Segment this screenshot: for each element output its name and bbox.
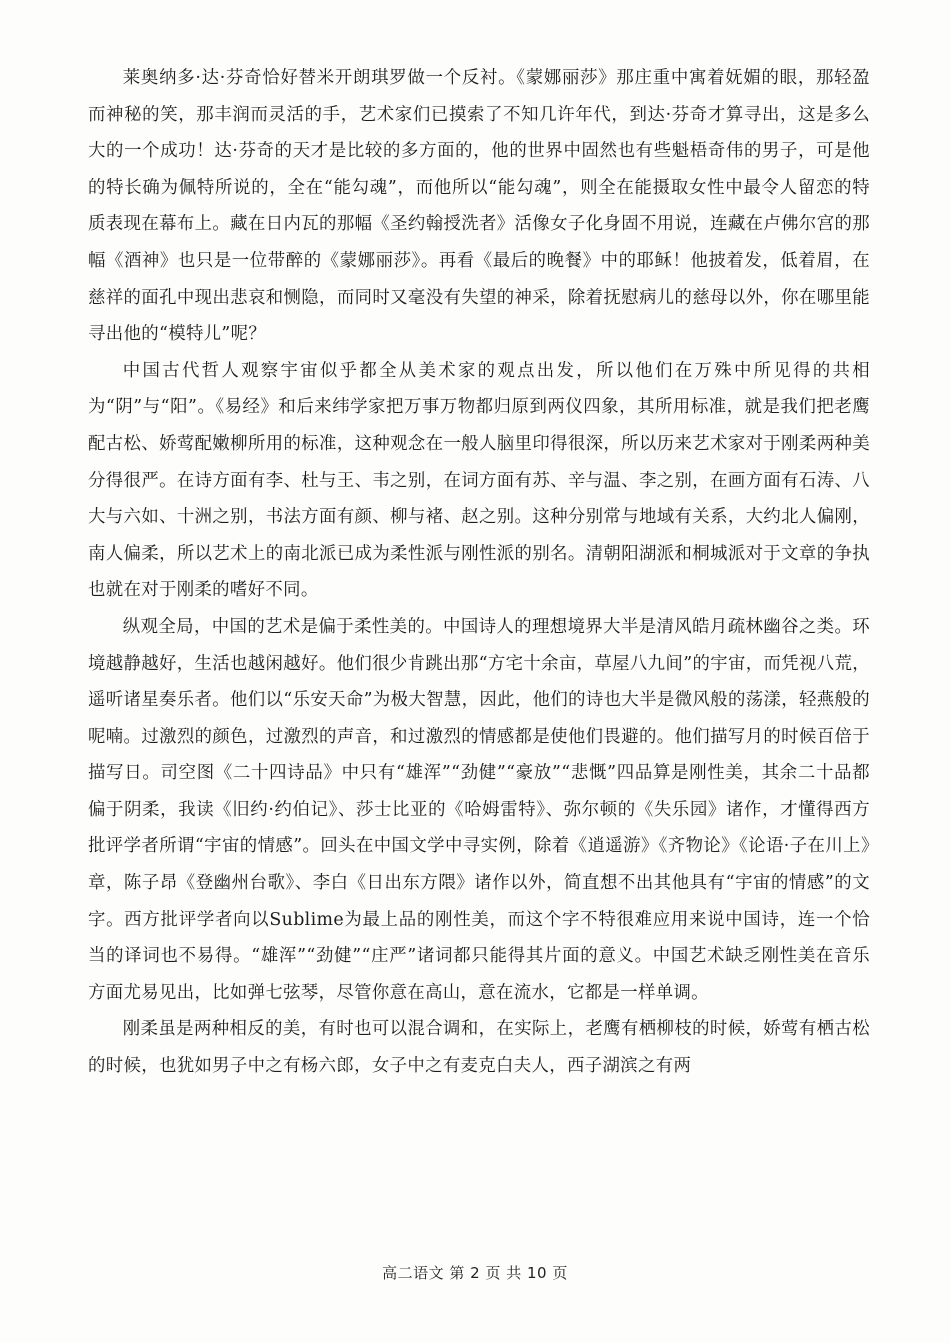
article-body [88,60,870,1085]
paragraph-blend: 刚柔虽是两种相反的美，有时也可以混合调和，在实际上，老鹰有栖柳枝的时候，娇莺有栖古松的时候，也犹如男子中之有杨六郎，女子中之有麦克白夫人，西子湖滨之有两 [88,1019,870,1077]
paragraph-chinese-art: 纵观全局，中国的艺术是偏于柔性美的。中国诗人的理想境界大半是清风皓月疏林幽谷之类。环境越静越好，生活也越闲越好。他们很少肯跳出那“方宅十余亩，草屋八九间”的宇宙，而凭视八荒，遥听诸星奏乐者。他们以“乐安天命”为极大智慧，因此，他们的诗也大半是微风般的荡漾，轻燕般的呢喃。过激烈的颜色，过激烈的声音，和过激烈的情感都是使他们畏避的。他们描写月的时候百倍于描写日。司空图《二十四诗品》中只有“雄浑”“劲健”“豪放”“悲慨”四品算是刚性美，其余二十品都偏于阴柔，我读《旧约·约伯记》、莎士比亚的《哈姆雷特》、弥尔顿的《失乐园》诸作，才懂得西方批评学者所谓“宇宙的情感”。回头在中国文学中寻实例，除着《逍遥游》《齐物论》《论语·子在川上》章，陈子昂《登幽州台歌》、李白《日出东方隈》诸作以外，简直想不出其他具有“宇宙的情感”的文字。西方批评学者向以Sublime为最上品的刚性美，而这个字不特很难应用来说中国诗，连一个恰当的译词也不易得。“雄浑”“劲健”“庄严”诸词都只能得其片面的意义。中国艺术缺乏刚性美在音乐方面尤易见出，比如弹七弦琴，尽管你意在高山，意在流水，它都是一样单调。 [88,616,870,1003]
paragraph-yin-yang: 中国古代哲人观察宇宙似乎都全从美术家的观点出发，所以他们在万殊中所见得的共相为“阴”与“阳”。《易经》和后来纬学家把万事万物都归原到两仪四象，其所用标准，就是我们把老鹰配古松、娇莺配嫩柳所用的标准，这种观念在一般人脑里印得很深，所以历来艺术家对于刚柔两种美分得很严。在诗方面有李、杜与王、韦之别，在词方面有苏、辛与温、李之别，在画方面有石涛、八大与六如、十洲之别，书法方面有颜、柳与褚、赵之别。这种分别常与地域有关系，大约北人偏刚，南人偏柔，所以艺术上的南北派已成为柔性派与刚性派的别名。清朝阳湖派和桐城派对于文章的争执也就在对于刚柔的嗜好不同。 [88,360,870,601]
paragraph-leonardo: 莱奥纳多·达·芬奇恰好替米开朗琪罗做一个反衬。《蒙娜丽莎》那庄重中寓着妩媚的眼，那轻盈而神秘的笑，那丰润而灵活的手，艺术家们已摸索了不知几许年代，到达·芬奇才算寻出，这是多么大的一个成功！达·芬奇的天才是比较的多方面的，他的世界中固然也有些魁梧奇伟的男子，可是他的特长确为佩特所说的，全在“能勾魂”，而他所以“能勾魂”，则全在能摄取女性中最令人留恋的特质表现在幕布上。藏在日内瓦的那幅《圣约翰授洗者》活像女子化身固不用说，连藏在卢佛尔宫的那幅《酒神》也只是一位带醉的《蒙娜丽莎》。再看《最后的晚餐》中的耶稣！他披着发，低着眉，在慈祥的面孔中现出悲哀和恻隐，而同时又毫没有失望的神采，除着抚慰病儿的慈母以外，你在哪里能寻出他的“模特儿”呢？ [88,68,870,345]
page-footer: 高二语文 第 2 页 共 10 页 [382,1264,568,1282]
